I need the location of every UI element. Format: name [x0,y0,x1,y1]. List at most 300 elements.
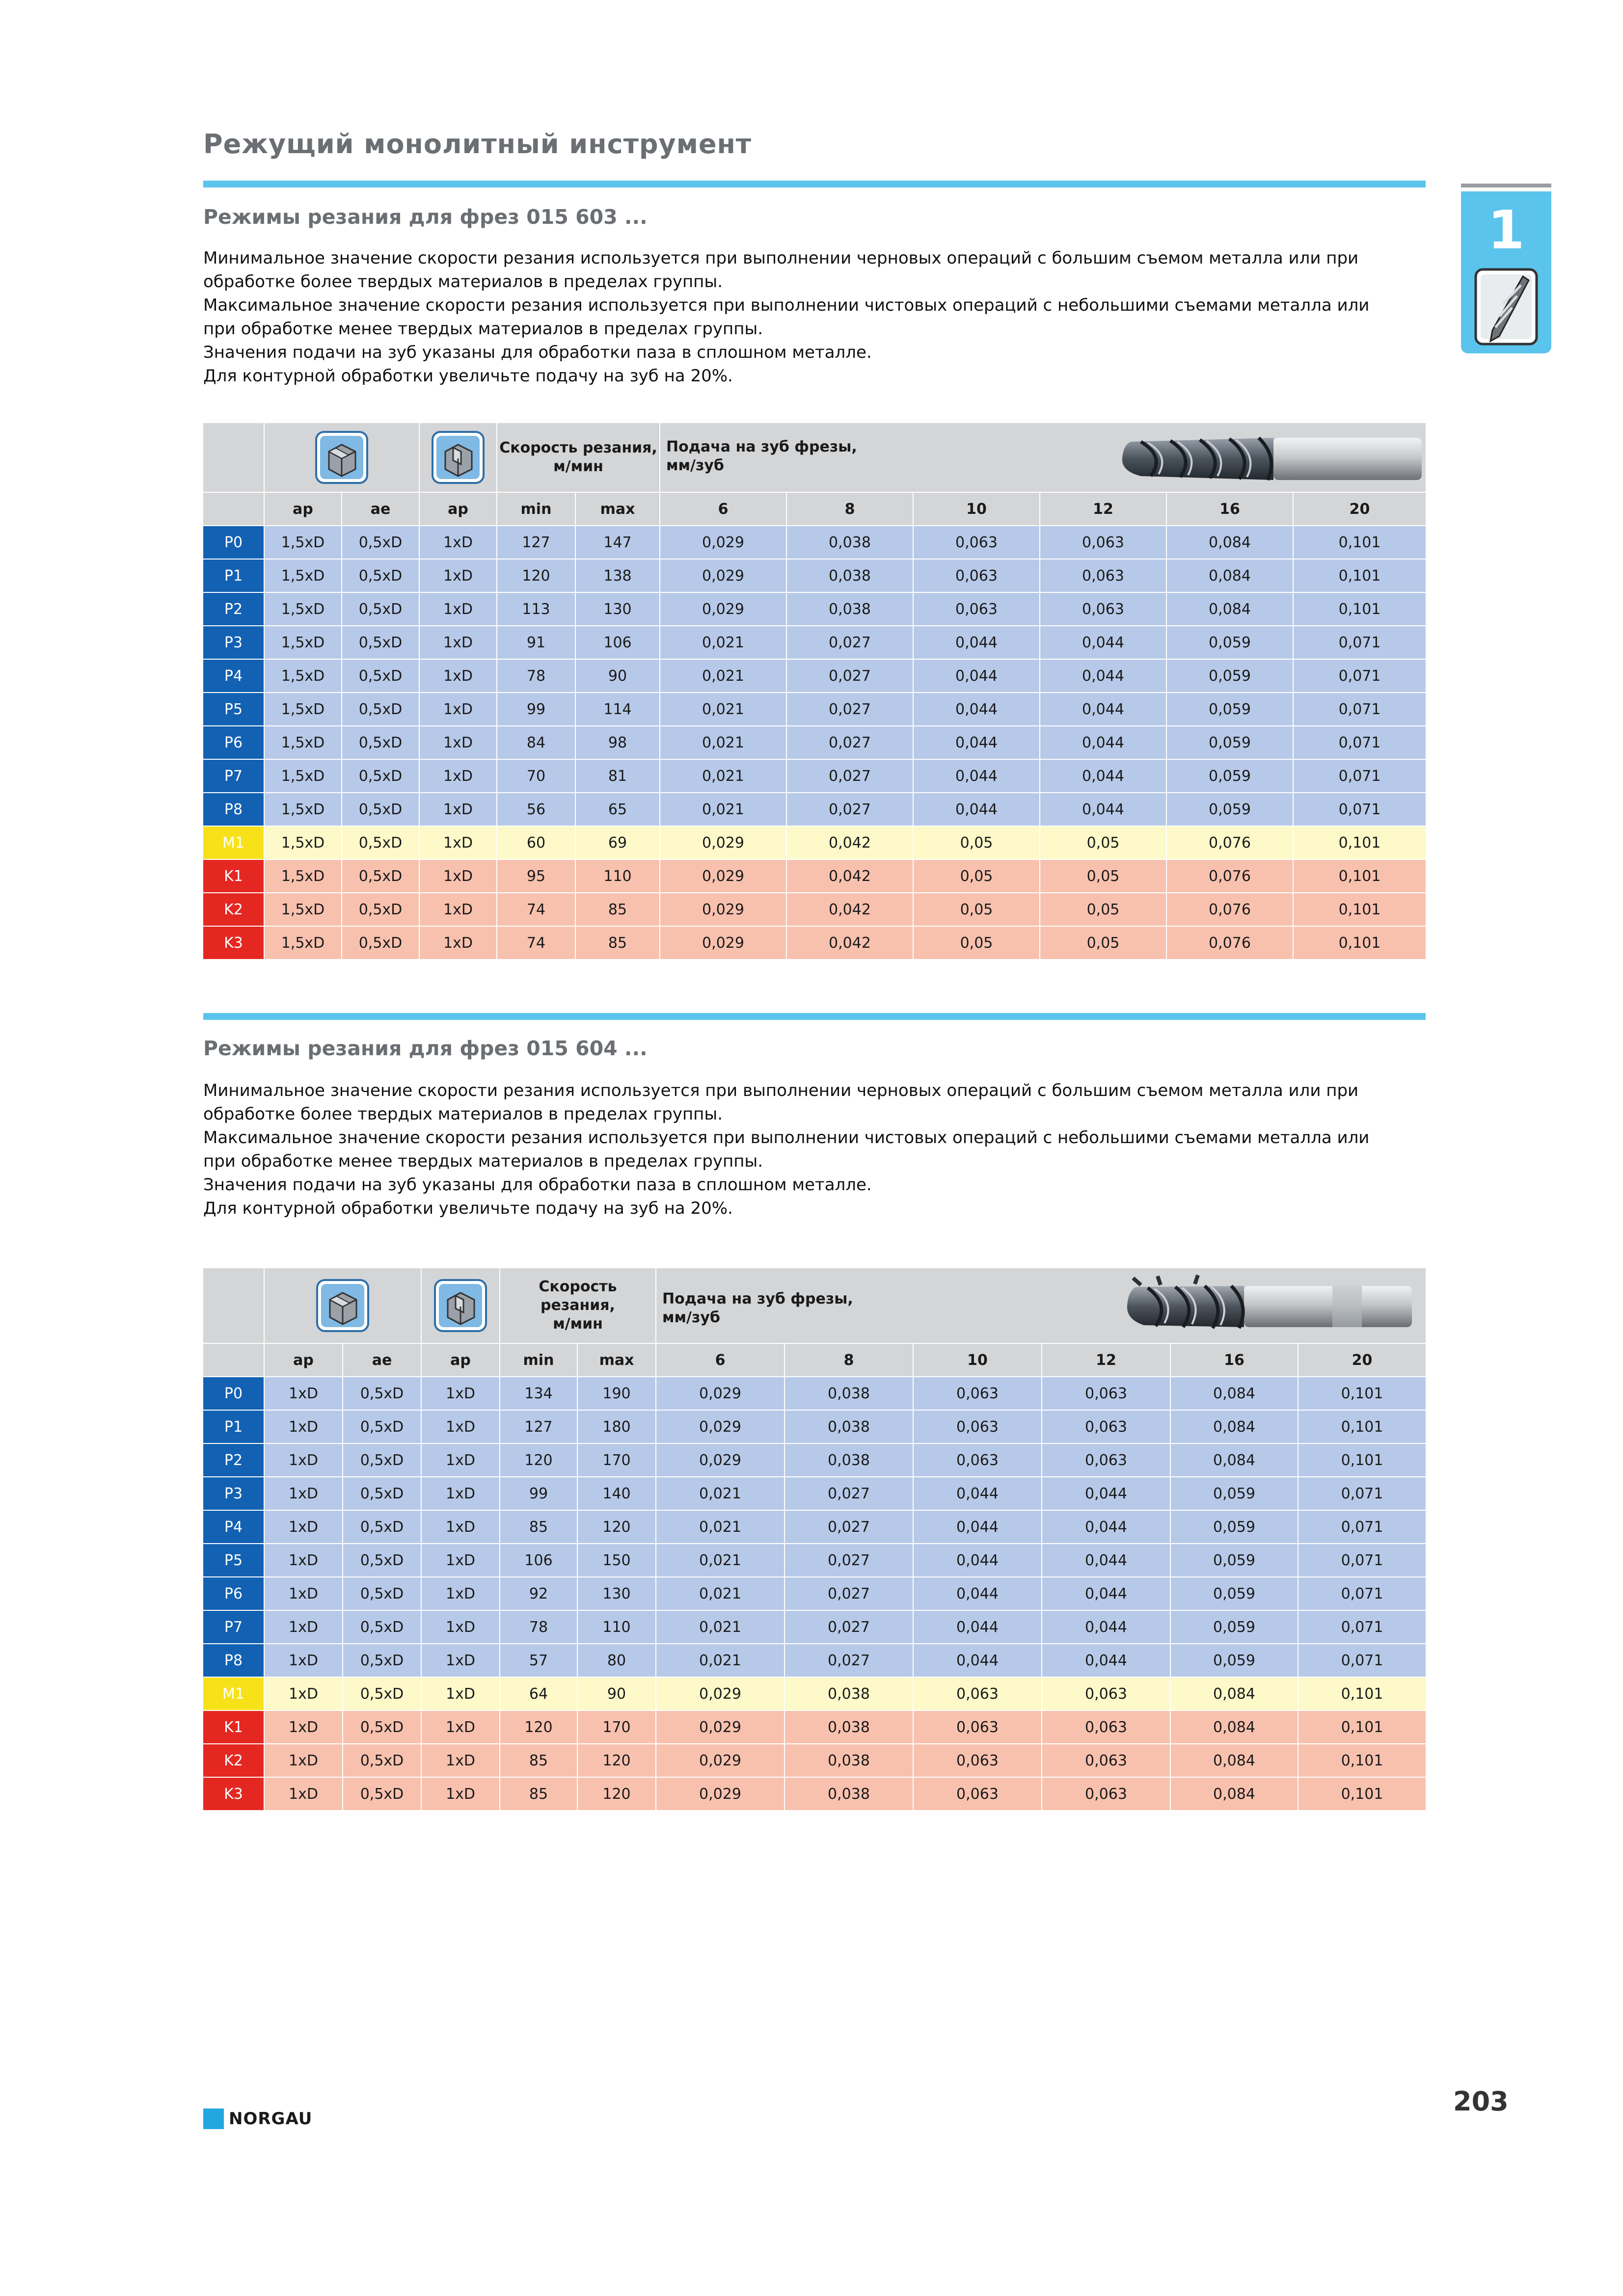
table-cell: 0,027 [786,793,913,826]
table-cell: 120 [577,1510,656,1544]
table-cell: 0,071 [1293,626,1426,659]
table-cell: 0,038 [784,1410,913,1443]
section-rule [203,1013,1426,1020]
feed-header [656,1268,1426,1343]
table-cell: 1xD [419,626,497,659]
table-cell: 0,071 [1293,693,1426,726]
table-cell: 70 [497,759,575,793]
description-line: Максимальное значение скорости резания используется при выполнении чистовых операций с небольшими съемами металла или [203,1128,1370,1148]
table-cell: 0,101 [1298,1443,1426,1477]
column-header: 12 [1040,492,1166,526]
table-cell: 0,5xD [342,926,419,959]
chapter-tab[interactable] [1461,191,1551,353]
table-cell: 74 [497,893,575,926]
table-cell: 85 [500,1510,577,1544]
table-cell: 69 [575,826,660,859]
table-cell: 0,5xD [342,893,419,926]
column-header: max [577,1343,656,1377]
table-cell: 0,5xD [343,1510,421,1544]
column-header: 6 [660,492,786,526]
table-cell: 0,071 [1293,759,1426,793]
table-cell: 0,021 [656,1544,784,1577]
table-cell: 1xD [264,1577,343,1610]
table-cell: 127 [500,1410,577,1443]
table-cell: 0,059 [1170,1544,1298,1577]
table-cell: 0,059 [1166,626,1293,659]
table-row [203,1477,1426,1510]
table-row [203,1510,1426,1544]
table-cell: 0,101 [1298,1710,1426,1744]
table-cell: 0,101 [1298,1777,1426,1810]
table-row [203,1744,1426,1777]
table-cell: 84 [497,726,575,759]
description-line: при обработке менее твердых материалов в пределах группы. [203,1151,763,1171]
material-group-cell: M1 [203,826,264,859]
material-group-cell: P6 [203,726,264,759]
table-cell: 114 [575,693,660,726]
material-group-cell: P7 [203,759,264,793]
table-cell: 78 [500,1610,577,1644]
table-cell: 0,101 [1293,592,1426,626]
table-cell: 90 [577,1677,656,1710]
table-cell: 0,027 [784,1610,913,1644]
table-cell: 0,076 [1166,826,1293,859]
table-cell: 81 [575,759,660,793]
table-cell: 0,063 [1040,559,1166,592]
column-header: 16 [1170,1343,1298,1377]
material-group-cell: P8 [203,1644,264,1677]
table-row [203,626,1426,659]
table-row [203,926,1426,959]
table-row [203,1544,1426,1577]
table-cell: 0,101 [1293,859,1426,893]
table-cell: 0,084 [1166,559,1293,592]
table-row [203,859,1426,893]
section-description [203,246,1381,388]
table-cell: 0,05 [1040,859,1166,893]
material-group-cell: P8 [203,793,264,826]
table-cell: 0,5xD [343,1410,421,1443]
table-cell: 0,101 [1293,893,1426,926]
material-group-cell: P4 [203,659,264,693]
table-cell: 1xD [419,893,497,926]
table-row [203,1644,1426,1677]
table-cell: 1,5xD [264,626,342,659]
table-cell: 0,05 [1040,893,1166,926]
table-cell: 1xD [421,1544,500,1577]
description-line: обработке более твердых материалов в пределах группы. [203,272,723,292]
table-cell: 1xD [419,759,497,793]
table-row [203,1410,1426,1443]
table-cell: 0,021 [660,726,786,759]
column-header: ae [342,492,419,526]
table-cell: 0,063 [913,592,1040,626]
table-cell: 0,071 [1298,1577,1426,1610]
column-header: ap [264,492,342,526]
table-cell: 0,044 [1042,1577,1170,1610]
table-cell: 1xD [419,592,497,626]
table-cell: 0,021 [656,1610,784,1644]
table-cell: 0,029 [656,1777,784,1810]
table-cell: 0,021 [656,1510,784,1544]
table-cell: 0,063 [1042,1744,1170,1777]
table-cell: 0,063 [913,1777,1042,1810]
table-cell: 0,5xD [343,1777,421,1810]
table-cell: 1xD [264,1510,343,1544]
table-cell: 0,042 [786,826,913,859]
table-cell: 120 [577,1777,656,1810]
table-cell: 0,044 [913,1510,1042,1544]
table-cell: 0,044 [1042,1544,1170,1577]
table-cell: 0,5xD [343,1443,421,1477]
table-cell: 0,05 [913,893,1040,926]
table-cell: 0,029 [660,826,786,859]
table-cell: 0,059 [1170,1577,1298,1610]
material-group-cell: P0 [203,1377,264,1410]
table-cell: 1,5xD [264,693,342,726]
section-title: Режимы резания для фрез 015 604 ... [203,1037,648,1060]
table-cell: 0,038 [784,1677,913,1710]
table-cell: 0,044 [1040,759,1166,793]
table-cell: 0,5xD [342,759,419,793]
brand-logo [203,2109,312,2129]
header-blank-cell [203,423,264,492]
table-cell: 0,021 [660,693,786,726]
table-cell: 0,084 [1170,1677,1298,1710]
table-cell: 0,101 [1293,826,1426,859]
table-cell: 0,038 [786,526,913,559]
table-cell: 1xD [419,926,497,959]
end-mill-image [1111,427,1426,488]
section-rule [203,181,1426,187]
table-cell: 0,063 [1042,1710,1170,1744]
table-cell: 0,5xD [343,1677,421,1710]
table-cell: 0,044 [913,1477,1042,1510]
brand-name: NORGAU [229,2109,313,2129]
header-icon-cell [419,423,497,492]
material-group-cell: P3 [203,1477,264,1510]
table-cell: 0,05 [913,859,1040,893]
table-cell: 0,029 [656,1410,784,1443]
table-cell: 0,063 [1042,1777,1170,1810]
column-header: max [575,492,660,526]
table-cell: 0,044 [913,1644,1042,1677]
table-cell: 0,084 [1170,1410,1298,1443]
table-cell: 0,5xD [343,1710,421,1744]
table-cell: 0,084 [1170,1710,1298,1744]
table-cell: 0,5xD [342,659,419,693]
table-cell: 190 [577,1377,656,1410]
table-cell: 0,029 [656,1443,784,1477]
table-cell: 0,076 [1166,926,1293,959]
table-cell: 1,5xD [264,926,342,959]
table-cell: 0,038 [784,1777,913,1810]
table-cell: 0,5xD [343,1477,421,1510]
table-cell: 0,038 [786,592,913,626]
column-header: 20 [1293,492,1426,526]
chapter-number: 1 [1488,200,1525,261]
table-cell: 1xD [264,1477,343,1510]
table-cell: 0,059 [1170,1644,1298,1677]
table-cell: 0,071 [1293,793,1426,826]
shoulder-milling-icon [314,430,369,485]
table-cell: 1xD [421,1710,500,1744]
table-row [203,726,1426,759]
table-cell: 0,044 [913,1610,1042,1644]
description-line: Значения подачи на зуб указаны для обработки паза в сплошном металле. [203,1175,872,1195]
table-cell: 0,059 [1166,693,1293,726]
table-row [203,526,1426,559]
table-cell: 140 [577,1477,656,1510]
table-cell: 0,027 [784,1477,913,1510]
table-cell: 0,029 [660,526,786,559]
table-cell: 1xD [264,1544,343,1577]
table-cell: 0,071 [1298,1477,1426,1510]
table-cell: 1xD [421,1577,500,1610]
table-cell: 0,042 [786,893,913,926]
table-cell: 138 [575,559,660,592]
table-cell: 0,029 [656,1710,784,1744]
table-cell: 74 [497,926,575,959]
table-cell: 1,5xD [264,659,342,693]
description-line: Для контурной обработки увеличьте подачу на зуб на 20%. [203,366,733,386]
table-cell: 0,071 [1298,1544,1426,1577]
table-cell: 1xD [264,1410,343,1443]
table-cell: 0,059 [1166,726,1293,759]
table-cell: 0,044 [1040,693,1166,726]
table-cell: 0,044 [913,659,1040,693]
table-cell: 0,084 [1166,592,1293,626]
table-cell: 0,071 [1293,659,1426,693]
table-cell: 85 [575,893,660,926]
page-title: Режущий монолитный инструмент [203,129,752,160]
description-line: Максимальное значение скорости резания используется при выполнении чистовых операций с небольшими съемами металла или [203,295,1370,315]
table-cell: 0,084 [1170,1377,1298,1410]
table-cell: 0,059 [1166,759,1293,793]
table-cell: 0,027 [786,759,913,793]
table-cell: 0,044 [1040,726,1166,759]
table-cell: 0,021 [656,1577,784,1610]
table-cell: 170 [577,1710,656,1744]
table-cell: 147 [575,526,660,559]
material-group-cell: P0 [203,526,264,559]
description-line: Для контурной обработки увеличьте подачу на зуб на 20%. [203,1199,733,1218]
table-cell: 1,5xD [264,826,342,859]
table-cell: 0,101 [1293,526,1426,559]
table-cell: 78 [497,659,575,693]
table-cell: 1,5xD [264,726,342,759]
cutting-data-table [203,423,1426,959]
table-cell: 0,038 [784,1744,913,1777]
material-group-cell: P7 [203,1610,264,1644]
table-cell: 85 [500,1777,577,1810]
table-cell: 0,063 [913,1377,1042,1410]
header-icon-cell [264,1268,421,1343]
table-cell: 0,044 [913,1577,1042,1610]
table-row [203,793,1426,826]
table-cell: 1xD [264,1777,343,1810]
table-cell: 1,5xD [264,759,342,793]
table-cell: 0,038 [786,559,913,592]
table-cell: 0,063 [913,559,1040,592]
table-cell: 90 [575,659,660,693]
description-line: Значения подачи на зуб указаны для обработки паза в сплошном металле. [203,343,872,362]
table-cell: 0,021 [660,759,786,793]
table-cell: 1,5xD [264,793,342,826]
table-cell: 1xD [421,1610,500,1644]
table-cell: 120 [497,559,575,592]
column-header: ap [264,1343,343,1377]
table-cell: 0,084 [1170,1744,1298,1777]
table-cell: 0,063 [1042,1410,1170,1443]
column-header: 8 [786,492,913,526]
table-cell: 92 [500,1577,577,1610]
column-header: min [500,1343,577,1377]
table-cell: 1xD [421,1443,500,1477]
column-header: 10 [913,492,1040,526]
description-line: Минимальное значение скорости резания используется при выполнении черновых операций с большим съемом металла или при [203,248,1359,268]
table-cell: 0,038 [784,1710,913,1744]
table-cell: 1xD [421,1744,500,1777]
table-cell: 0,5xD [342,859,419,893]
table-cell: 0,029 [656,1377,784,1410]
material-group-cell: P4 [203,1510,264,1544]
header-icon-cell [421,1268,500,1343]
table-cell: 0,063 [913,1410,1042,1443]
table-cell: 120 [500,1443,577,1477]
table-cell: 99 [500,1477,577,1510]
table-cell: 0,044 [1042,1510,1170,1544]
table-row [203,693,1426,726]
table-cell: 0,101 [1293,559,1426,592]
table-row [203,1577,1426,1610]
table-cell: 120 [577,1744,656,1777]
table-cell: 0,021 [660,659,786,693]
speed-header [497,423,660,492]
material-group-cell: P3 [203,626,264,659]
table-cell: 127 [497,526,575,559]
table-cell: 0,044 [913,1544,1042,1577]
table-cell: 0,021 [656,1644,784,1677]
table-cell: 1xD [419,526,497,559]
table-cell: 0,044 [1042,1644,1170,1677]
table-row [203,659,1426,693]
feed-header-line: Подача на зуб фрезы, [662,1290,853,1308]
table-row [203,893,1426,926]
table-cell: 0,059 [1166,659,1293,693]
column-header: ae [343,1343,421,1377]
table-cell: 0,029 [656,1744,784,1777]
table-cell: 0,059 [1170,1610,1298,1644]
table-cell: 1xD [421,1410,500,1443]
table-cell: 0,063 [1042,1677,1170,1710]
table-cell: 0,5xD [342,559,419,592]
table-cell: 0,063 [1042,1377,1170,1410]
table-cell: 56 [497,793,575,826]
table-cell: 0,029 [660,926,786,959]
slot-milling-icon [431,430,486,485]
description-line: Минимальное значение скорости резания используется при выполнении черновых операций с большим съемом металла или при [203,1081,1359,1100]
table-cell: 0,038 [784,1377,913,1410]
header-blank-cell [203,1268,264,1343]
table-cell: 0,071 [1298,1510,1426,1544]
table-cell: 60 [497,826,575,859]
brand-square-icon [203,2109,224,2129]
table-cell: 0,05 [913,826,1040,859]
table-cell: 1xD [419,859,497,893]
table-cell: 0,044 [913,793,1040,826]
table-cell: 0,063 [913,1677,1042,1710]
table-cell: 0,059 [1170,1477,1298,1510]
table-cell: 85 [500,1744,577,1777]
table-cell: 1xD [419,726,497,759]
table-cell: 130 [575,592,660,626]
table-cell: 0,042 [786,859,913,893]
table-cell: 1xD [264,1644,343,1677]
slot-milling-icon [433,1278,488,1333]
material-group-cell: P1 [203,559,264,592]
table-cell: 0,101 [1298,1410,1426,1443]
material-group-cell: K3 [203,926,264,959]
table-cell: 0,084 [1170,1777,1298,1810]
table-cell: 0,071 [1293,726,1426,759]
table-cell: 0,071 [1298,1610,1426,1644]
table-cell: 1,5xD [264,526,342,559]
table-row [203,559,1426,592]
table-cell: 0,5xD [343,1544,421,1577]
table-cell: 0,05 [1040,926,1166,959]
material-group-cell: P5 [203,1544,264,1577]
material-group-cell: K1 [203,1710,264,1744]
table-cell: 0,044 [1040,659,1166,693]
table-cell: 0,021 [660,793,786,826]
column-header: ap [421,1343,500,1377]
table-cell: 57 [500,1644,577,1677]
speed-header [500,1268,656,1343]
table-cell: 0,027 [784,1544,913,1577]
table-cell: 0,101 [1298,1744,1426,1777]
table-cell: 106 [500,1544,577,1577]
speed-header-line: резания, [541,1297,615,1314]
table-cell: 1xD [419,793,497,826]
description-line: обработке более твердых материалов в пределах группы. [203,1104,723,1124]
table-cell: 0,076 [1166,859,1293,893]
table-cell: 0,5xD [342,693,419,726]
table-cell: 1xD [421,1777,500,1810]
table-cell: 65 [575,793,660,826]
table-cell: 91 [497,626,575,659]
material-group-cell: P1 [203,1410,264,1443]
speed-header-line: м/мин [553,458,603,475]
table-cell: 0,084 [1170,1443,1298,1477]
end-mill-image [1121,1274,1416,1337]
column-header: 8 [784,1343,913,1377]
table-cell: 0,044 [1040,626,1166,659]
table-cell: 0,027 [786,726,913,759]
table-cell: 0,029 [660,559,786,592]
table-row [203,1777,1426,1810]
table-cell: 0,021 [660,626,786,659]
table-cell: 0,027 [784,1644,913,1677]
table-cell: 1xD [419,559,497,592]
table-cell: 0,05 [1040,826,1166,859]
table-cell: 0,101 [1298,1377,1426,1410]
table-cell: 130 [577,1577,656,1610]
table-cell: 0,027 [784,1577,913,1610]
table-row [203,592,1426,626]
feed-header-line: мм/зуб [666,457,724,474]
table-cell: 1,5xD [264,893,342,926]
